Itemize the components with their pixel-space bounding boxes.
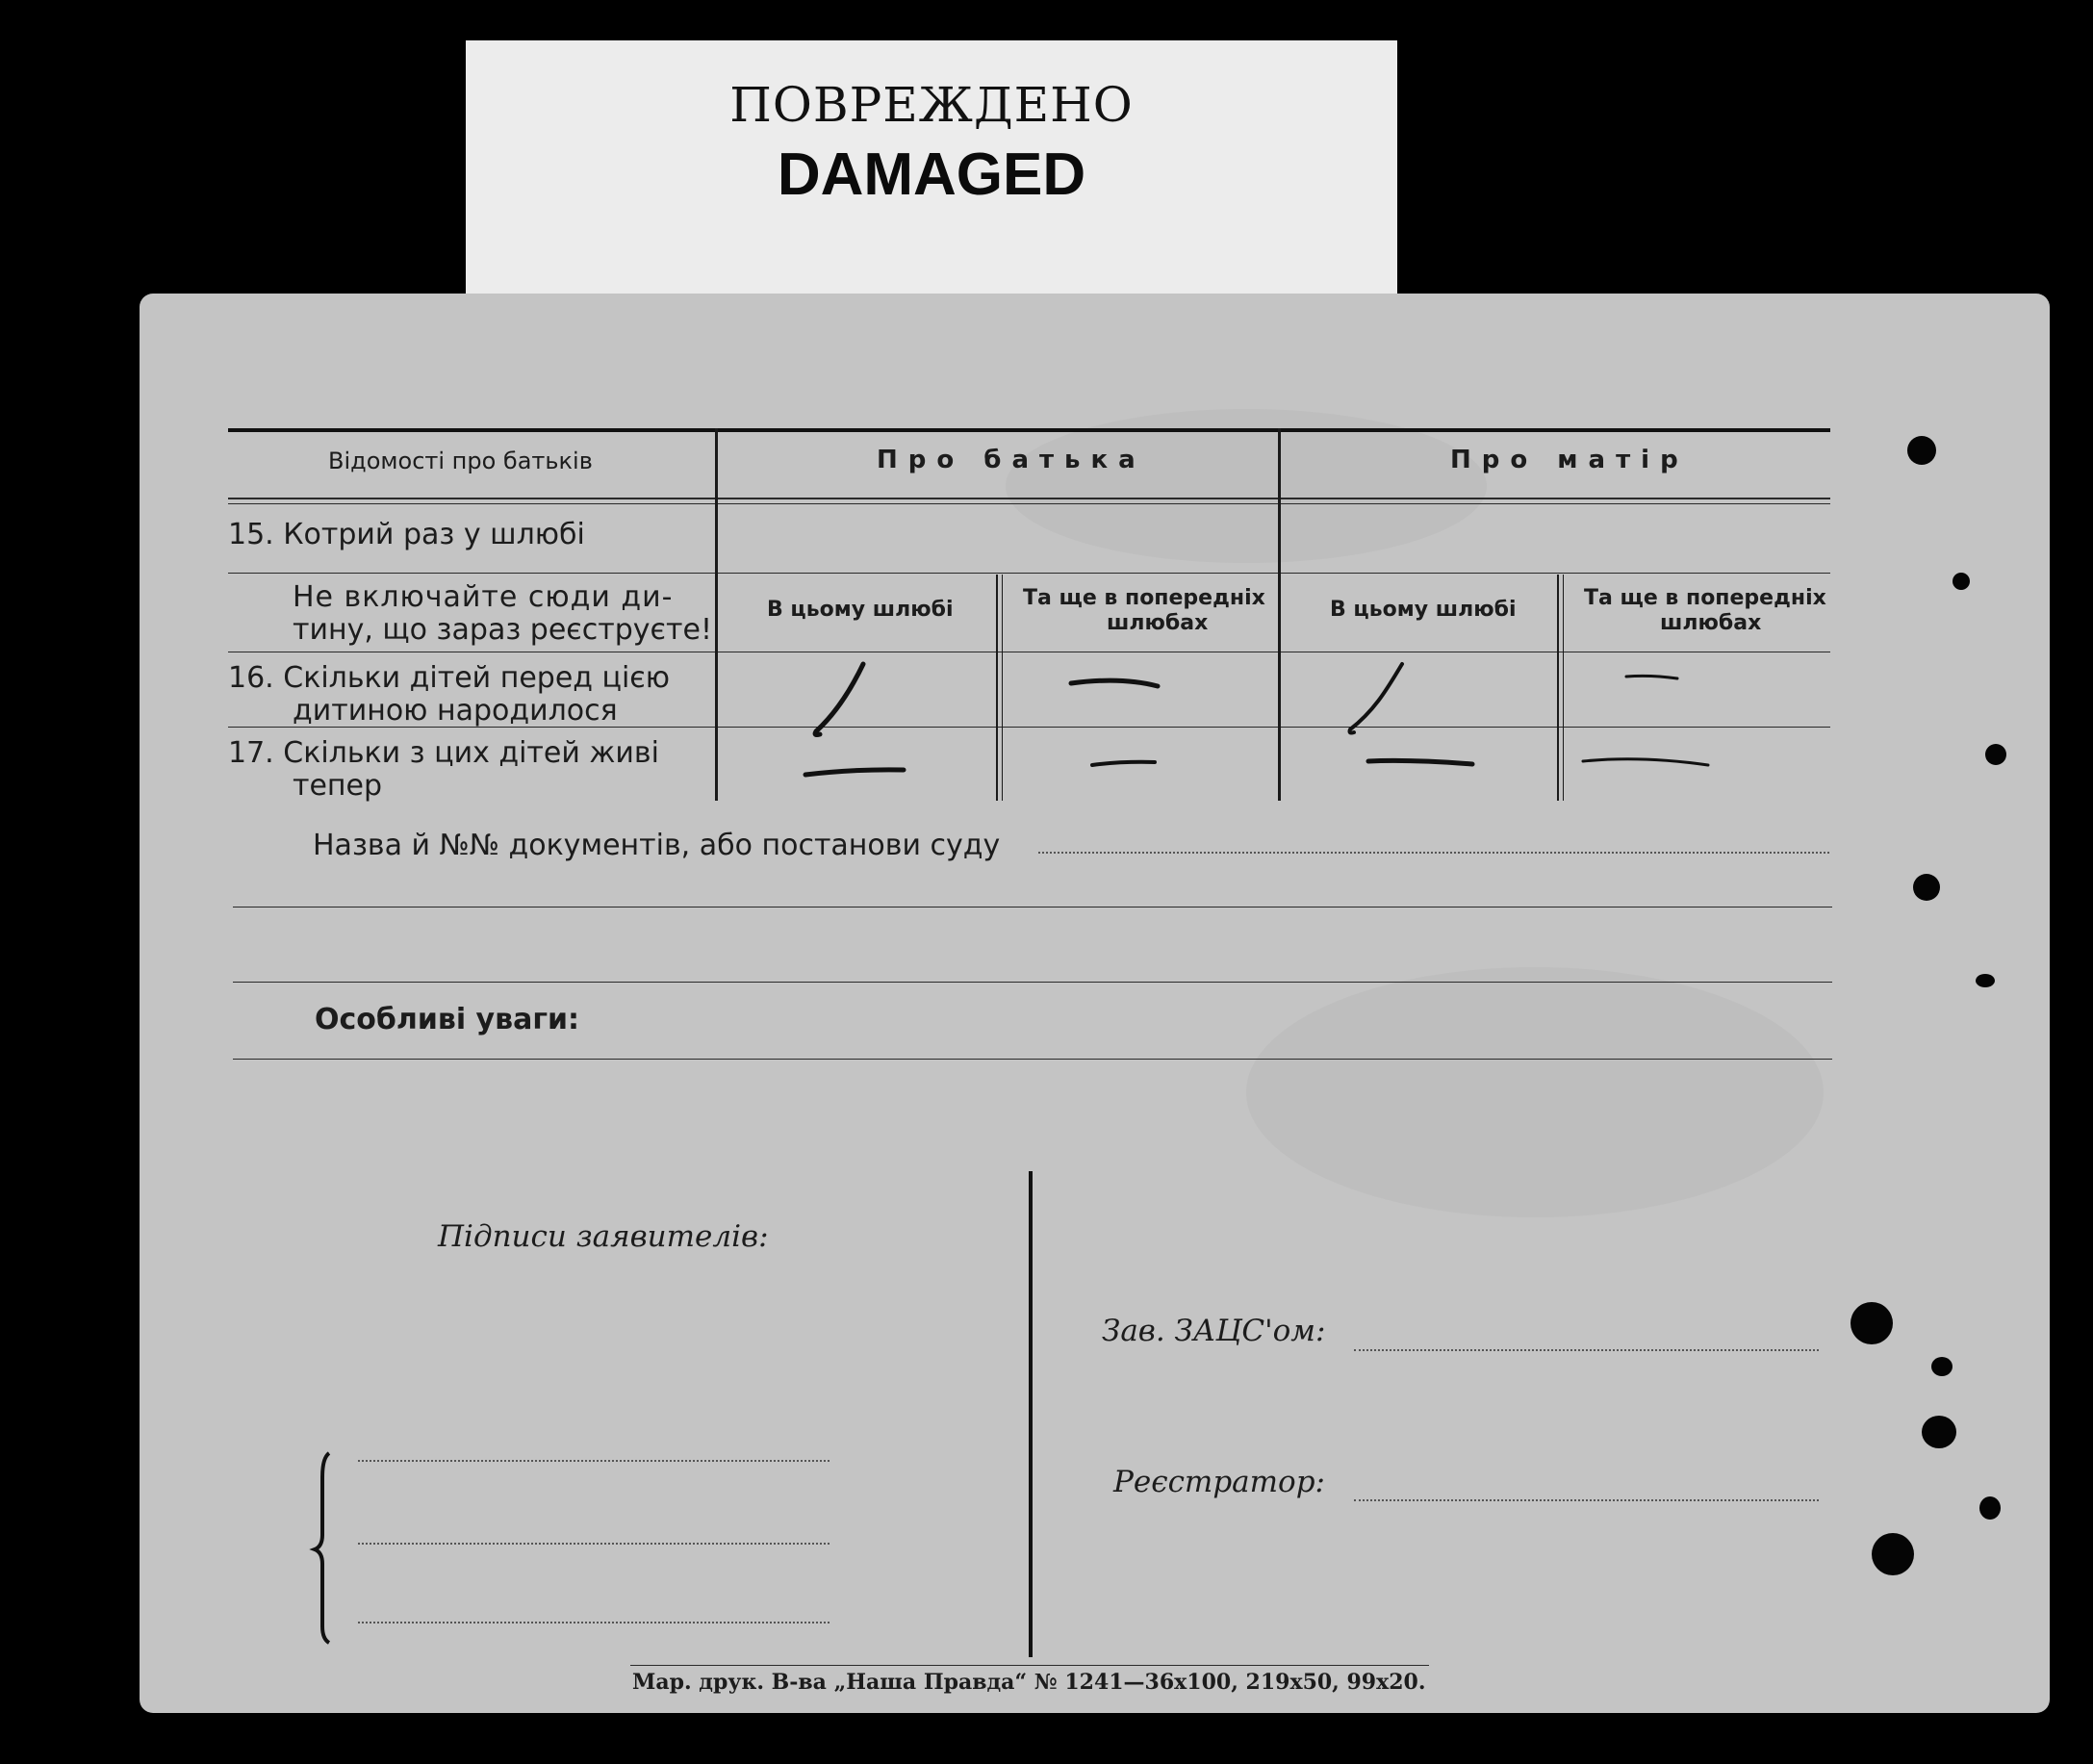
stamp-text-en: DAMAGED — [777, 141, 1086, 208]
stamp-text-ru: ПОВРЕЖДЕНО — [729, 77, 1134, 133]
note-line-2: тину, що зараз реєструєте! — [293, 613, 712, 647]
punch-hole — [1931, 1357, 1953, 1376]
header-parents-info: Відомості про батьків — [328, 447, 593, 474]
note-line-1: Не включайте сюди ди- — [293, 580, 674, 614]
sub-mother-previous-marriages-2: шлюбах — [1660, 611, 1762, 635]
row-16-label-2: дитиною народилося — [293, 694, 618, 728]
row-15-label: 15. Котрий раз у шлюбі — [228, 518, 585, 551]
damaged-stamp — [466, 40, 1397, 308]
sub-father-previous-marriages-1: Та ще в попередніх — [1023, 586, 1265, 610]
punch-hole — [1953, 573, 1970, 590]
punch-hole — [1851, 1302, 1893, 1344]
row-16-label-1: 16. Скільки дітей перед цією — [228, 661, 671, 695]
registrar-field — [1354, 1499, 1819, 1501]
punch-hole — [1985, 744, 2006, 765]
row-17-label-1: 17. Скільки з цих дітей живі — [228, 736, 659, 770]
punch-hole — [1872, 1533, 1914, 1575]
sub-father-current-marriage: В цьому шлюбі — [767, 598, 954, 622]
sub-mother-previous-marriages-1: Та ще в попередніх — [1584, 586, 1826, 610]
documents-label: Назва й №№ документів, або постанови суду — [313, 829, 1001, 862]
punch-hole — [1907, 436, 1936, 465]
head-of-registry-label: Зав. ЗАЦС'ом: — [1102, 1314, 1326, 1348]
punch-hole — [1913, 874, 1940, 901]
sub-mother-current-marriage: В цьому шлюбі — [1330, 598, 1517, 622]
remarks-label: Особливі уваги: — [315, 1003, 580, 1036]
applicant-signature-field-2 — [358, 1543, 830, 1545]
head-of-registry-field — [1354, 1349, 1819, 1351]
row-17-label-2: тепер — [293, 769, 383, 803]
header-about-father: Про батька — [877, 446, 1146, 474]
registrar-label: Реєстратор: — [1113, 1465, 1325, 1499]
sub-father-previous-marriages-2: шлюбах — [1107, 611, 1209, 635]
header-about-mother: Про матір — [1450, 446, 1689, 474]
signatures-label: Підписи заявителів: — [438, 1219, 769, 1254]
punch-hole — [1976, 974, 1995, 987]
printer-imprint: Мар. друк. В-ва „Наша Правда“ № 1241—36х100, 219х50, 99х20. — [632, 1670, 1426, 1695]
punch-hole — [1922, 1416, 1956, 1448]
punch-hole — [1979, 1496, 2001, 1520]
applicant-signature-field-3 — [358, 1622, 830, 1623]
applicant-signature-field-1 — [358, 1460, 830, 1462]
registration-form-card — [140, 294, 2050, 1713]
